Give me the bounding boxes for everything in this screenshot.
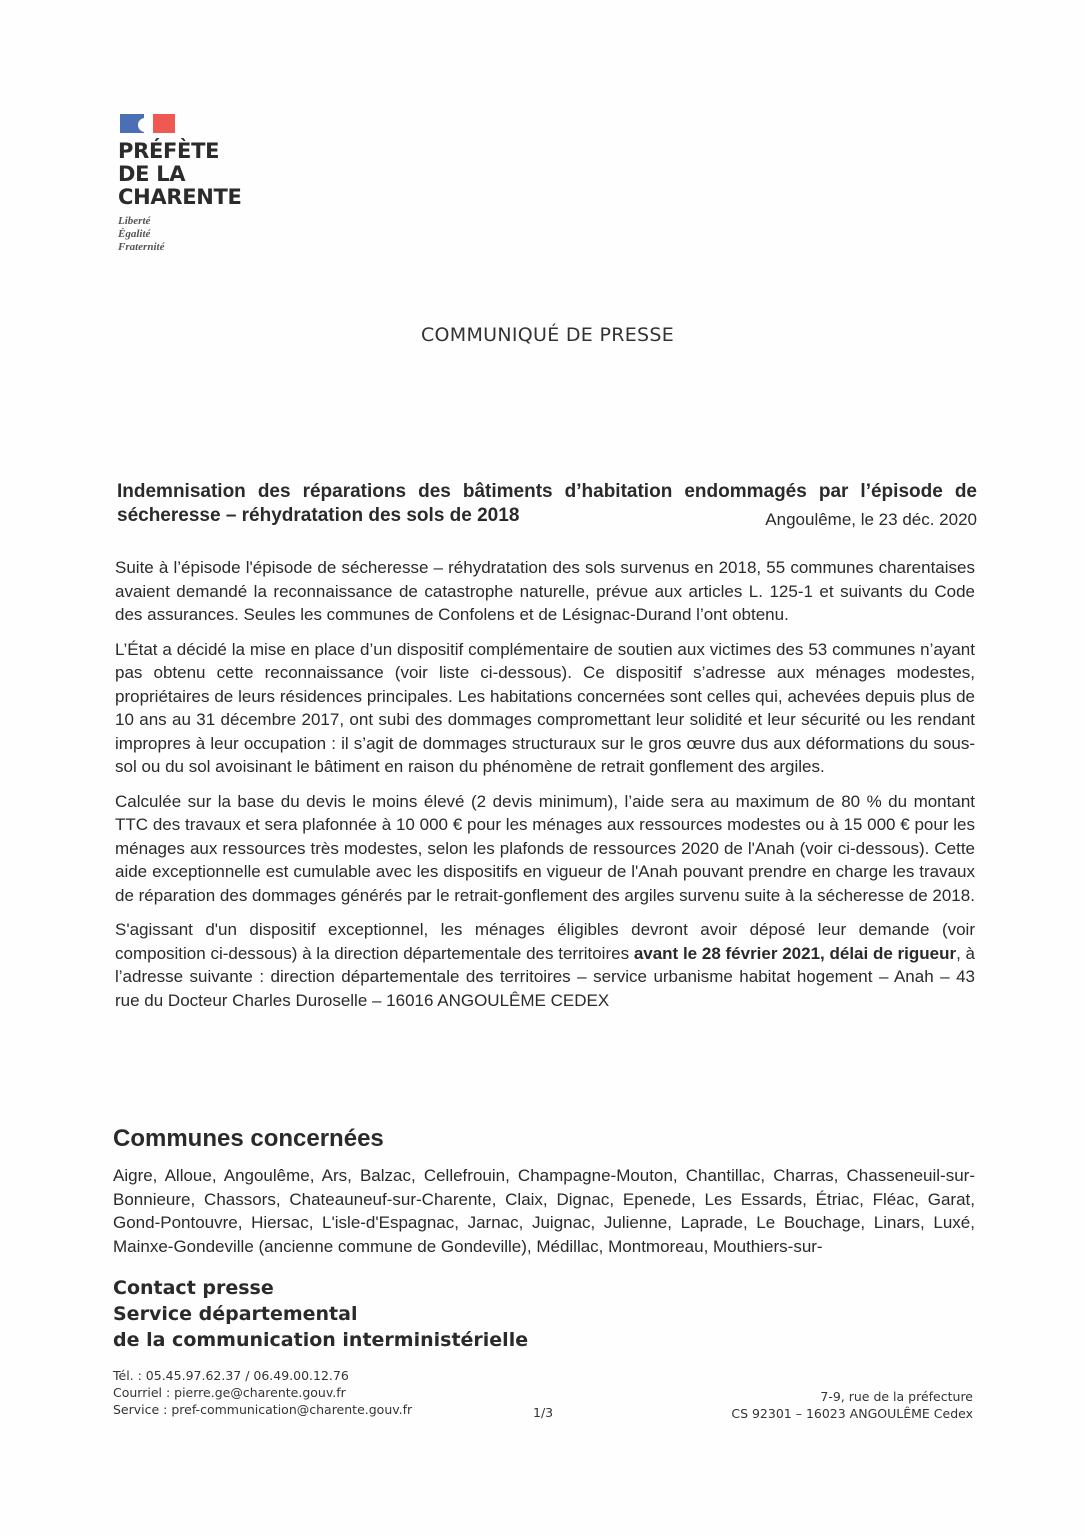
page-number: 1/3 — [533, 1405, 554, 1420]
contact-details — [113, 1367, 412, 1418]
paragraph: L’État a décidé la mise en place d’un dispositif complémentaire de soutien aux victimes des 53 communes n’ayant pas obtenu cette reconnaissance (voir liste ci-dessous). Ce dispositif s’adresse aux ménages modestes, propriétaires de leurs résidences principales. Les habitations concernées sont celles qui, achevées depuis plus de 10 ans au 31 décembre 2017, ont subi des dommages compromettant leur solidité et leur sécurité ou les rendant impropres à leur occupation : il s’agit de dommages structuraux sur le gros œuvre dus aux déformations du sous-sol ou du sol avoisinant le bâtiment en raison du phénomène de retrait gonflement des argiles. — [115, 639, 975, 776]
service-email: Service : pref-communication@charente.gouv.fr — [113, 1402, 413, 1417]
page-title: Indemnisation des réparations des bâtiments d’habitation endommagés par l’épisode de sécheresse – réhydratation des sols de 2018 — [117, 481, 977, 526]
document-date: Angoulême, le 23 déc. 2020 — [765, 510, 977, 529]
phone: Tél. : 05.45.97.62.37 / 06.49.00.12.76 — [113, 1368, 349, 1383]
prefecture-logo — [118, 112, 242, 254]
press-contact: Contact presse Service départemental de la communication interministérielle — [113, 1277, 529, 1351]
communes-heading: Communes concernées — [113, 1125, 384, 1152]
prefecture-address: 7-9, rue de la préfecture CS 92301 – 16023 ANGOULÊME Cedex — [731, 1389, 973, 1421]
paragraph: Calculée sur la base du devis le moins élevé (2 devis minimum), l’aide sera au maximum de 80 % du montant TTC des travaux et sera plafonnée à 10 000 € pour les ménages aux ressources modestes ou à 15 000 € pour les ménages aux ressources très modestes, selon les plafonds de ressources 2020 de l'Anah (voir ci-dessous). Cette aide exceptionnelle est cumulable avec les dispositifs en vigueur de l'Anah pouvant prendre en charge les travaux de réparation des dommages générés par le retrait-gonflement des argiles survenu suite à la sécheresse de 2018. — [115, 791, 975, 905]
deadline-highlight: avant le 28 février 2021, délai de rigueur — [633, 943, 957, 963]
email: Courriel : pierre.ge@charente.gouv.fr — [113, 1385, 346, 1400]
prefecture-name: PRÉFÈTE DE LA CHARENTE — [118, 139, 242, 209]
title-block — [117, 480, 977, 528]
marianne-flag-icon — [118, 112, 176, 134]
document-type: COMMUNIQUÉ DE PRESSE — [420, 324, 675, 346]
republic-motto: Liberté Égalité Fraternité — [118, 215, 165, 253]
paragraph: Suite à l’épisode l'épisode de sécheresse – réhydratation des sols survenus en 2018, 55 communes charentaises avaient demandé la reconnaissance de catastrophe naturelle, prévue aux articles L. 125-1 et suivants du Code des assurances. Seules les communes de Confolens et de Lésignac-Durand l’ont obtenu. — [115, 558, 975, 624]
body-text — [115, 556, 975, 1023]
paragraph-deadline: S'agissant d'un dispositif exceptionnel, les ménages éligibles devront avoir déposé leur demande (voir composition ci-dessous) à la direction départementale des territoires avant le 28 février 2021, délai de rigueur, à l’adresse suivante : direction départementale des territoires – service urbanisme habitat hogement – Anah – 43 rue du Docteur Charles Duroselle – 16016 ANGOULÊME CEDEX — [115, 920, 976, 1010]
communes-list: Aigre, Alloue, Angoulême, Ars, Balzac, Cellefrouin, Champagne-Mouton, Chantillac, Charras, Chasseneuil-sur-Bonnieure, Chassors, Chateauneuf-sur-Charente, Claix, Dignac, Epenede, Les Essards, Étriac, Fléac, Garat, Gond-Pontouvre, Hiersac, L'isle-d'Espagnac, Jarnac, Juignac, Julienne, Laprade, Le Bouchage, Linars, Luxé, Mainxe-Gondeville (ancienne commune de Gondeville), Médillac, Montmoreau, Mouthiers-sur- — [113, 1166, 975, 1256]
